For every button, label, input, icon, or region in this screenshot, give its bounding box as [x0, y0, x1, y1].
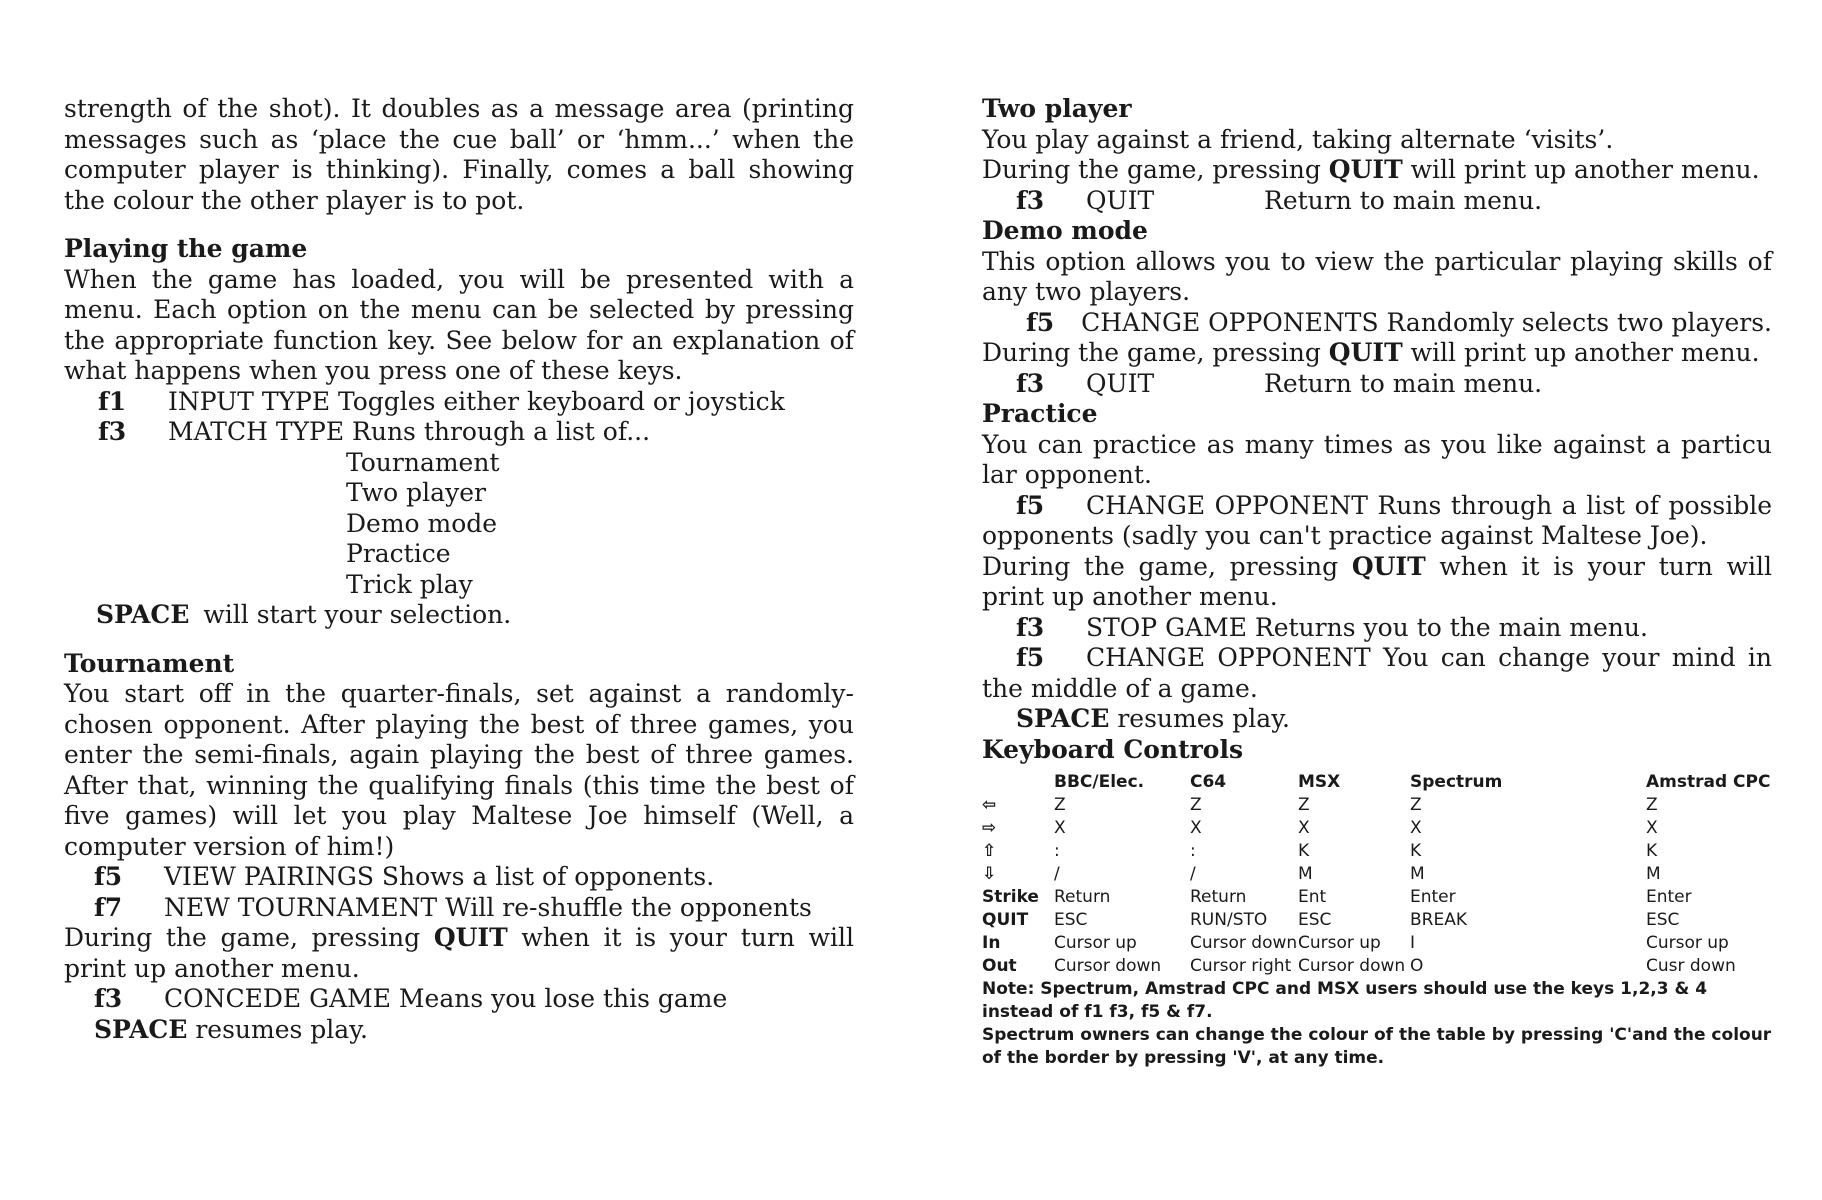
table-cell: ESC — [1054, 910, 1088, 930]
demo-f3-line — [982, 369, 1772, 400]
table-cell: Z — [1298, 795, 1310, 815]
two-f3-text: Return to main menu. — [1264, 185, 1543, 215]
table-row — [982, 955, 1772, 978]
table-row — [982, 840, 1772, 863]
pr-f5-key: f5 — [1016, 490, 1045, 520]
table-row — [982, 794, 1772, 817]
f3-key: f3 — [98, 417, 127, 446]
t-space-text: resumes play. — [187, 1014, 368, 1044]
table-cell: M — [1298, 864, 1313, 884]
table-cell: RUN/STO — [1190, 910, 1268, 930]
table-cell: BREAK — [1410, 910, 1467, 930]
keyboard-heading: Keyboard Controls — [982, 734, 1244, 764]
f1-line — [64, 387, 854, 418]
table-cell: Cursor right — [1190, 956, 1292, 976]
t-f7-text: NEW TOURNAMENT Will re-shuffle the opponents — [164, 892, 812, 922]
intro-paragraph: strength of the shot). It doubles as a message area (printing messages such as ‘place the cue ball’ or ‘hmm...’ when the computer player is thinking). Finally, comes a ball showing the colour the other player is to pot. — [64, 94, 854, 215]
two-during-pre: During the game, pressing — [982, 155, 1329, 184]
right-column — [982, 94, 1772, 1070]
demo-f3-key: f3 — [1016, 368, 1045, 398]
t-during-pre: During the game, pressing — [64, 923, 434, 952]
table-cell: K — [1298, 841, 1310, 861]
note-spectrum-keys: Note: Spectrum, Amstrad CPC and MSX users should use the keys 1,2,3 & 4 instead of f1 f3, f5 & f7. — [982, 979, 1708, 1022]
match-type-item: Demo mode — [346, 508, 498, 538]
table-cell: K — [1646, 841, 1658, 861]
table-cell: In — [982, 933, 1001, 953]
table-cell: Cursor down — [1190, 933, 1298, 953]
table-cell: Z — [1190, 795, 1202, 815]
table-cell: O — [1410, 956, 1424, 976]
demo-f3-text: Return to main menu. — [1264, 368, 1543, 398]
playing-paragraph: When the game has loaded, you will be presented with a menu. Each option on the menu can be selected by pressing the appropriate function key. See below for an explanation of what happens when you press one of these keys. — [64, 264, 854, 385]
table-row — [982, 863, 1772, 886]
table-cell: Enter — [1410, 887, 1456, 907]
t-space-line — [64, 1015, 854, 1046]
table-header-cell: MSX — [1298, 772, 1341, 792]
pr-space-line — [982, 704, 1772, 735]
pr-f5b-key: f5 — [1016, 643, 1045, 672]
two-during-paragraph — [982, 155, 1772, 186]
table-header-cell: C64 — [1190, 772, 1227, 792]
pr-f3-key: f3 — [1016, 612, 1045, 642]
table-cell: : — [1054, 841, 1060, 861]
t-during-post: when it is your turn will print up another menu. — [64, 923, 854, 983]
demo-heading: Demo mode — [982, 216, 1148, 245]
table-cell: ⇩ — [982, 864, 997, 884]
demo-f5-key: f5 — [1026, 307, 1055, 337]
pr-f5-text: CHANGE OPPONENT Runs through a list of possible opponents (sadly you can't practice against Maltese Joe). — [982, 490, 1772, 550]
pr-f5-paragraph — [982, 491, 1772, 552]
two-f3-line — [982, 186, 1772, 217]
match-type-item: Practice — [346, 539, 451, 568]
table-cell: ESC — [1298, 910, 1332, 930]
tournament-heading: Tournament — [64, 648, 235, 678]
match-type-list — [64, 448, 854, 601]
table-cell: K — [1410, 841, 1422, 861]
table-cell: X — [1054, 818, 1066, 838]
f3-text: MATCH TYPE Runs through a list of... — [168, 417, 651, 446]
demo-quit-key: QUIT — [1328, 338, 1403, 367]
table-cell: Return — [1190, 887, 1247, 907]
table-header-cell: Amstrad CPC — [1646, 772, 1771, 792]
table-cell: Cusr down — [1646, 956, 1736, 976]
tournament-paragraph: You start off in the quarter-finals, set against a randomly-chosen opponent. After playing the best of three games, you enter the semi-finals, again playing the best of three games. After that, winning the qualifying finals (this time the best of five games) will let you play Maltese Joe himself (Well, a computer version of him!) — [64, 679, 854, 861]
table-cell: QUIT — [982, 910, 1029, 930]
table-cell: Z — [1646, 795, 1658, 815]
t-during-paragraph — [64, 923, 854, 984]
table-cell: : — [1190, 841, 1196, 861]
table-cell: X — [1190, 818, 1202, 838]
table-cell: M — [1646, 864, 1661, 884]
demo-during-pre: During the game, pressing — [982, 338, 1329, 367]
table-cell: X — [1410, 818, 1422, 838]
t-f3-key: f3 — [94, 984, 123, 1013]
table-cell: X — [1298, 818, 1310, 838]
note-spectrum-colours: Spectrum owners can change the colour of the table by pressing 'C'and the colour of the border by pressing 'V', at any time. — [982, 1025, 1772, 1068]
t-f3-line — [64, 984, 854, 1015]
t-f5-line — [64, 862, 854, 893]
table-cell: Enter — [1646, 887, 1692, 907]
keyboard-controls-table — [982, 771, 1772, 978]
demo-f3-cmd: QUIT — [1086, 368, 1155, 398]
f1-text: INPUT TYPE Toggles either keyboard or joystick — [168, 386, 785, 416]
pr-quit-key: QUIT — [1351, 551, 1426, 581]
table-cell: Z — [1054, 795, 1066, 815]
table-cell: Cursor down — [1054, 956, 1162, 976]
table-row — [982, 909, 1772, 932]
table-cell: M — [1410, 864, 1425, 884]
pr-during-pre: During the game, pressing — [982, 551, 1352, 581]
t-f7-line — [64, 893, 854, 924]
two-quit-key: QUIT — [1328, 155, 1403, 184]
table-header-cell — [982, 771, 1054, 794]
table-header-cell: BBC/Elec. — [1054, 772, 1145, 792]
two-during-post: will print up another menu. — [1402, 155, 1760, 184]
table-cell: X — [1646, 818, 1658, 838]
demo-f5-line — [982, 308, 1772, 339]
two-player-heading: Two player — [982, 94, 1132, 123]
pr-f5b-paragraph — [982, 643, 1772, 704]
t-f5-key: f5 — [94, 862, 123, 891]
table-row — [982, 932, 1772, 955]
table-cell: Return — [1054, 887, 1111, 907]
f1-key: f1 — [98, 386, 127, 416]
table-cell: Cursor down — [1298, 956, 1406, 976]
t-quit-key: QUIT — [433, 923, 508, 952]
table-header-cell: Spectrum — [1410, 772, 1503, 792]
t-f3-text: CONCEDE GAME Means you lose this game — [164, 984, 728, 1013]
practice-paragraph: You can practice as many times as you like against a particu lar opponent. — [982, 429, 1772, 489]
pr-f5b-text: CHANGE OPPONENT You can change your mind in the middle of a game. — [982, 643, 1772, 703]
table-cell: / — [1190, 864, 1196, 884]
table-cell: Z — [1410, 795, 1422, 815]
table-cell: Ent — [1298, 887, 1327, 907]
match-type-item: Tournament — [346, 447, 500, 477]
two-player-paragraph: You play against a friend, taking alternate ‘visits’. — [982, 124, 1614, 154]
table-cell: Out — [982, 956, 1017, 976]
space-text: will start your selection. — [203, 600, 512, 629]
t-f5-text: VIEW PAIRINGS Shows a list of opponents. — [164, 862, 715, 891]
playing-heading: Playing the game — [64, 234, 308, 263]
left-column — [64, 94, 854, 1045]
pr-space-key: SPACE — [1016, 704, 1110, 733]
t-f7-key: f7 — [94, 892, 123, 922]
table-cell: ⇨ — [982, 818, 997, 838]
t-space-key: SPACE — [94, 1014, 188, 1044]
table-cell: Strike — [982, 887, 1039, 907]
demo-paragraph: This option allows you to view the particular playing skills of any two players. — [982, 246, 1772, 306]
space-key: SPACE — [96, 600, 190, 629]
demo-f5-text: CHANGE OPPONENTS Randomly selects two players. — [1081, 307, 1772, 337]
table-cell: ESC — [1646, 910, 1680, 930]
table-header-row — [982, 771, 1772, 794]
table-cell: Cursor up — [1298, 933, 1381, 953]
practice-heading: Practice — [982, 399, 1098, 428]
table-cell: / — [1054, 864, 1060, 884]
table-cell: ⇧ — [982, 841, 997, 861]
match-type-item: Trick play — [346, 569, 473, 599]
pr-during-paragraph — [982, 552, 1772, 613]
table-cell: Cursor up — [1054, 933, 1137, 953]
table-row — [982, 817, 1772, 840]
table-cell: Cursor up — [1646, 933, 1729, 953]
pr-f3-line — [982, 613, 1772, 644]
demo-during-post: will print up another menu. — [1402, 338, 1760, 367]
two-f3-cmd: QUIT — [1086, 185, 1155, 215]
space-line — [64, 600, 854, 631]
match-type-item: Two player — [346, 478, 486, 507]
pr-space-text: resumes play. — [1109, 704, 1290, 733]
f3-line — [64, 417, 854, 448]
pr-during-post: when it is your turn will print up another menu. — [982, 551, 1772, 611]
table-row — [982, 886, 1772, 909]
table-cell: I — [1410, 933, 1416, 953]
table-cell: ⇦ — [982, 795, 997, 815]
demo-during-paragraph — [982, 338, 1772, 369]
two-f3-key: f3 — [1016, 185, 1045, 215]
pr-f3-text: STOP GAME Returns you to the main menu. — [1086, 612, 1648, 642]
